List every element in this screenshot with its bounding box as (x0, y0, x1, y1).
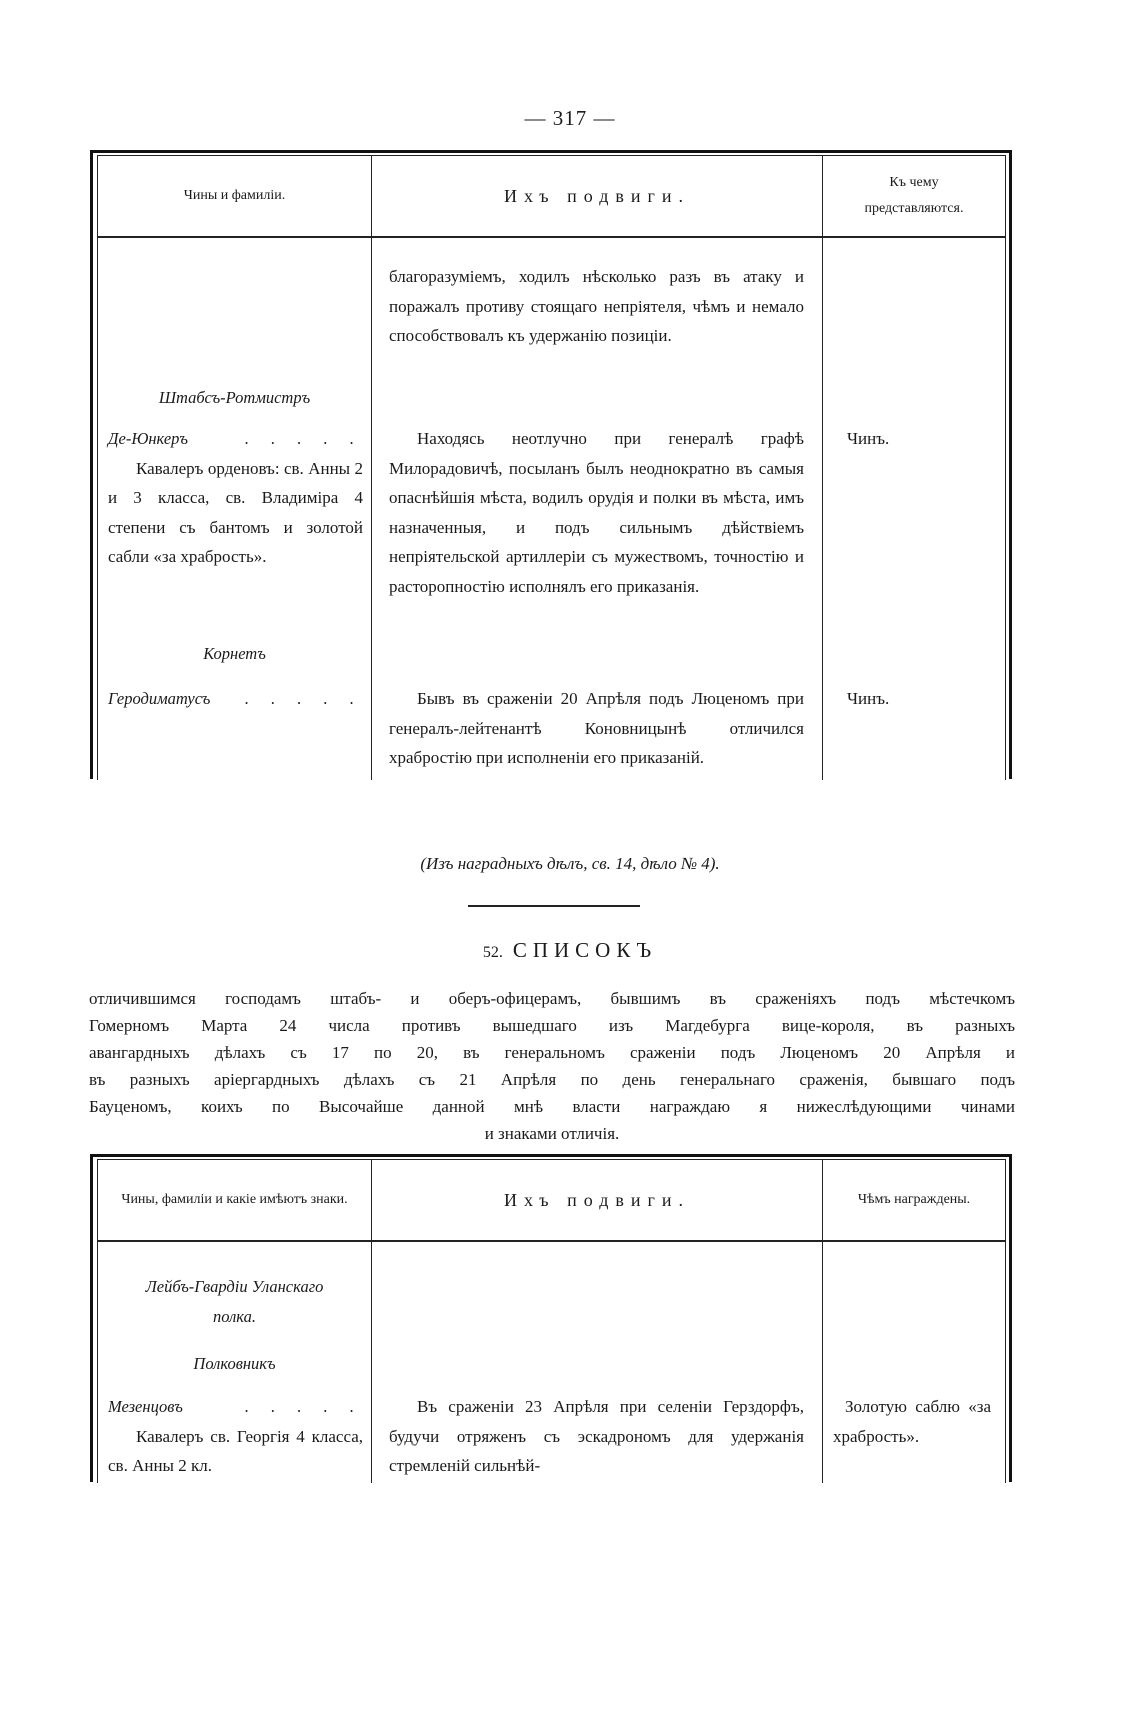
table-header-row (98, 156, 1005, 238)
column-deeds (372, 1242, 823, 1483)
intro-line: отличившимся господамъ штабъ- и оберъ-офицерамъ, бывшимъ въ сраженіяхъ подъ мѣстечкомъ (89, 989, 1015, 1008)
awards-table-2 (90, 1154, 1012, 1482)
section-title (0, 938, 1140, 963)
rank-label: Штабсъ-Ротмистръ (158, 388, 311, 407)
deed-text: Находясь неотлучно при генералѣ графѣ Милорадовичѣ, посыланъ былъ неоднократно въ самыя опаснѣйшія мѣста, водилъ орудія и полки въ мѣста, имъ назначенныя, и подъ сильнымъ дѣйствіемъ непріятельской артиллеріи съ мужествомъ, точностію и расторопностію исполнялъ его приказанія. (389, 429, 804, 596)
column-ranks (98, 238, 372, 780)
section-number: 52. (482, 944, 503, 961)
leader-dots: . . . . . (244, 689, 363, 708)
leader-dots: . . . . . (244, 429, 363, 448)
section-intro (89, 985, 1015, 1147)
officer-name: Мезенцовъ (108, 1397, 183, 1416)
award-value: Чинъ. (847, 689, 890, 708)
column-deeds (372, 238, 823, 780)
section-divider (468, 905, 640, 907)
table-row (108, 1392, 363, 1481)
table-row (108, 684, 363, 714)
header-ranks-names-decorations: Чины, фамиліи и какіе имѣютъ знаки. (98, 1160, 372, 1240)
decorations: Кавалеръ св. Георгія 4 класса, св. Анны 2 кл. (108, 1426, 363, 1475)
header-awarded-with: Чѣмъ награждены. (857, 1192, 971, 1207)
deed-text: Бывъ въ сраженіи 20 Апрѣля подъ Люценомъ при генералъ-лейтенантѣ Коновницынѣ отличился храбростію при исполненіи его приказаній. (389, 689, 804, 767)
table-body (98, 238, 1005, 780)
table-row (108, 424, 363, 572)
officer-name: Де-Юнкеръ (108, 429, 188, 448)
table-body (98, 1242, 1005, 1483)
column-recommended-for (823, 238, 1005, 780)
rank-label: Корнетъ (203, 644, 266, 663)
header-deeds: Ихъ подвиги. (372, 156, 823, 236)
intro-line: и знаками отличія. (484, 1124, 620, 1143)
unit-label: Лейбъ-Гвардіи Уланскаго полка. (145, 1277, 324, 1326)
intro-line: въ разныхъ аріергардныхъ дѣлахъ съ 21 Апрѣля по день генеральнаго сраженія, бывшаго подъ (89, 1070, 1015, 1089)
intro-line: авангардныхъ дѣлахъ съ 17 по 20, въ генеральномъ сраженіи подъ Люценомъ 20 Апрѣля и (89, 1043, 1015, 1062)
deed-continuation: благоразуміемъ, ходилъ нѣсколько разъ въ атаку и поражалъ противу стоящаго непріятеля, чѣмъ и немало способствовалъ къ удержанію позиціи. (389, 267, 804, 345)
header-recommended-for: Къ чему представляются. (864, 175, 964, 216)
decorations: Кавалеръ орденовъ: св. Анны 2 и 3 класса, св. Владиміра 4 степени съ бантомъ и золотой сабли «за храбрость». (108, 458, 363, 566)
rank-label: Полковникъ (193, 1354, 276, 1373)
source-note: (Изъ наградныхъ дѣлъ, св. 14, дѣло № 4). (420, 854, 720, 873)
award-value: Чинъ. (847, 429, 890, 448)
officer-name: Геродиматусъ (108, 689, 211, 708)
deed-text: Въ сраженіи 23 Апрѣля при селеніи Герздорфъ, будучи отряженъ съ эскадрономъ для удержанія стремленій сильнѣй- (389, 1397, 804, 1475)
page-number: — 317 — (524, 106, 616, 130)
column-awarded-with (823, 1242, 1005, 1483)
intro-line: Гомерномъ Марта 24 числа противъ вышедшаго изъ Магдебурга вице-короля, въ разныхъ (89, 1016, 1015, 1035)
header-ranks-names: Чины и фамиліи. (98, 156, 372, 236)
intro-line: Бауценомъ, коихъ по Высочайше данной мнѣ власти награждаю я нижеслѣдующими чинами (89, 1097, 1015, 1116)
award-value: Золотую саблю «за храбрость». (833, 1397, 991, 1446)
column-ranks (98, 1242, 372, 1483)
leader-dots: . . . . . (244, 1397, 363, 1416)
header-deeds: Ихъ подвиги. (372, 1160, 823, 1240)
table-header-row (98, 1160, 1005, 1242)
awards-table-1 (90, 150, 1012, 779)
section-heading: СПИСОКЪ (512, 938, 658, 962)
